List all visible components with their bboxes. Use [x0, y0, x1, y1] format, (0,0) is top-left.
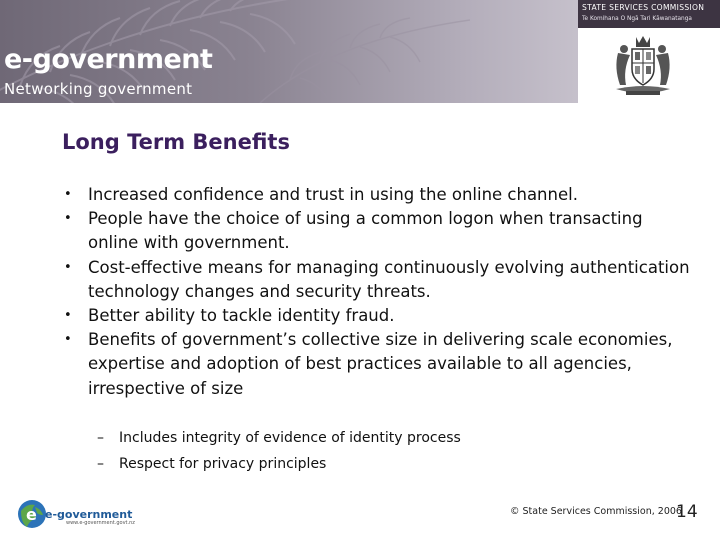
bullet-text: Increased confidence and trust in using the online channel. — [88, 185, 578, 204]
page-number: 14 — [676, 502, 698, 522]
bullet-item — [62, 256, 692, 304]
sub-bullet-text: Respect for privacy principles — [119, 456, 327, 472]
agency-logo-block — [578, 0, 720, 103]
copyright-notice: © State Services Commission, 2006 — [510, 506, 682, 517]
sub-bullet-dash: – — [97, 430, 104, 446]
bullet-item — [62, 183, 692, 207]
sub-bullet-item — [97, 425, 657, 451]
brand-title: e-government — [4, 44, 213, 75]
agency-name: STATE SERVICES COMMISSION — [582, 3, 705, 12]
bullet-item — [62, 207, 692, 255]
agency-maori-name: Te Komihana O Ngā Tari Kāwanatanga — [582, 16, 692, 22]
slide-title: Long Term Benefits — [62, 130, 290, 154]
e-government-logo-icon — [15, 497, 49, 531]
bullet-dot: • — [64, 308, 72, 324]
bullet-dot: • — [64, 187, 72, 202]
bullet-list — [62, 183, 692, 401]
bullet-item — [62, 304, 692, 328]
sub-bullet-text: Includes integrity of evidence of identity process — [119, 430, 461, 446]
footer-logo-url: www.e-government.govt.nz — [66, 520, 135, 526]
bullet-text: People have the choice of using a common logon when transacting online with government. — [88, 209, 643, 253]
sub-bullet-list — [97, 425, 657, 477]
brand-subtitle: Networking government — [4, 80, 193, 98]
bullet-text: Better ability to tackle identity fraud. — [88, 306, 395, 326]
svg-text:e: e — [26, 505, 37, 524]
bullet-dot: • — [64, 211, 72, 227]
footer-logo-text: e-government — [45, 508, 133, 521]
agency-name-box — [578, 0, 720, 28]
bullet-dot: • — [64, 332, 72, 348]
sub-bullet-item — [97, 451, 657, 477]
sub-bullet-dash: – — [97, 456, 104, 472]
nz-coat-of-arms-icon — [608, 33, 678, 99]
bullet-item — [62, 328, 692, 401]
bullet-text: Cost-effective means for managing continuously evolving authentication technology changes and security threats. — [88, 257, 690, 301]
bullet-text: Benefits of government’s collective size in delivering scale economies, expertise and adoption of best practices available to all agencies, irrespective of size — [88, 330, 673, 398]
bullet-dot: • — [64, 259, 72, 275]
